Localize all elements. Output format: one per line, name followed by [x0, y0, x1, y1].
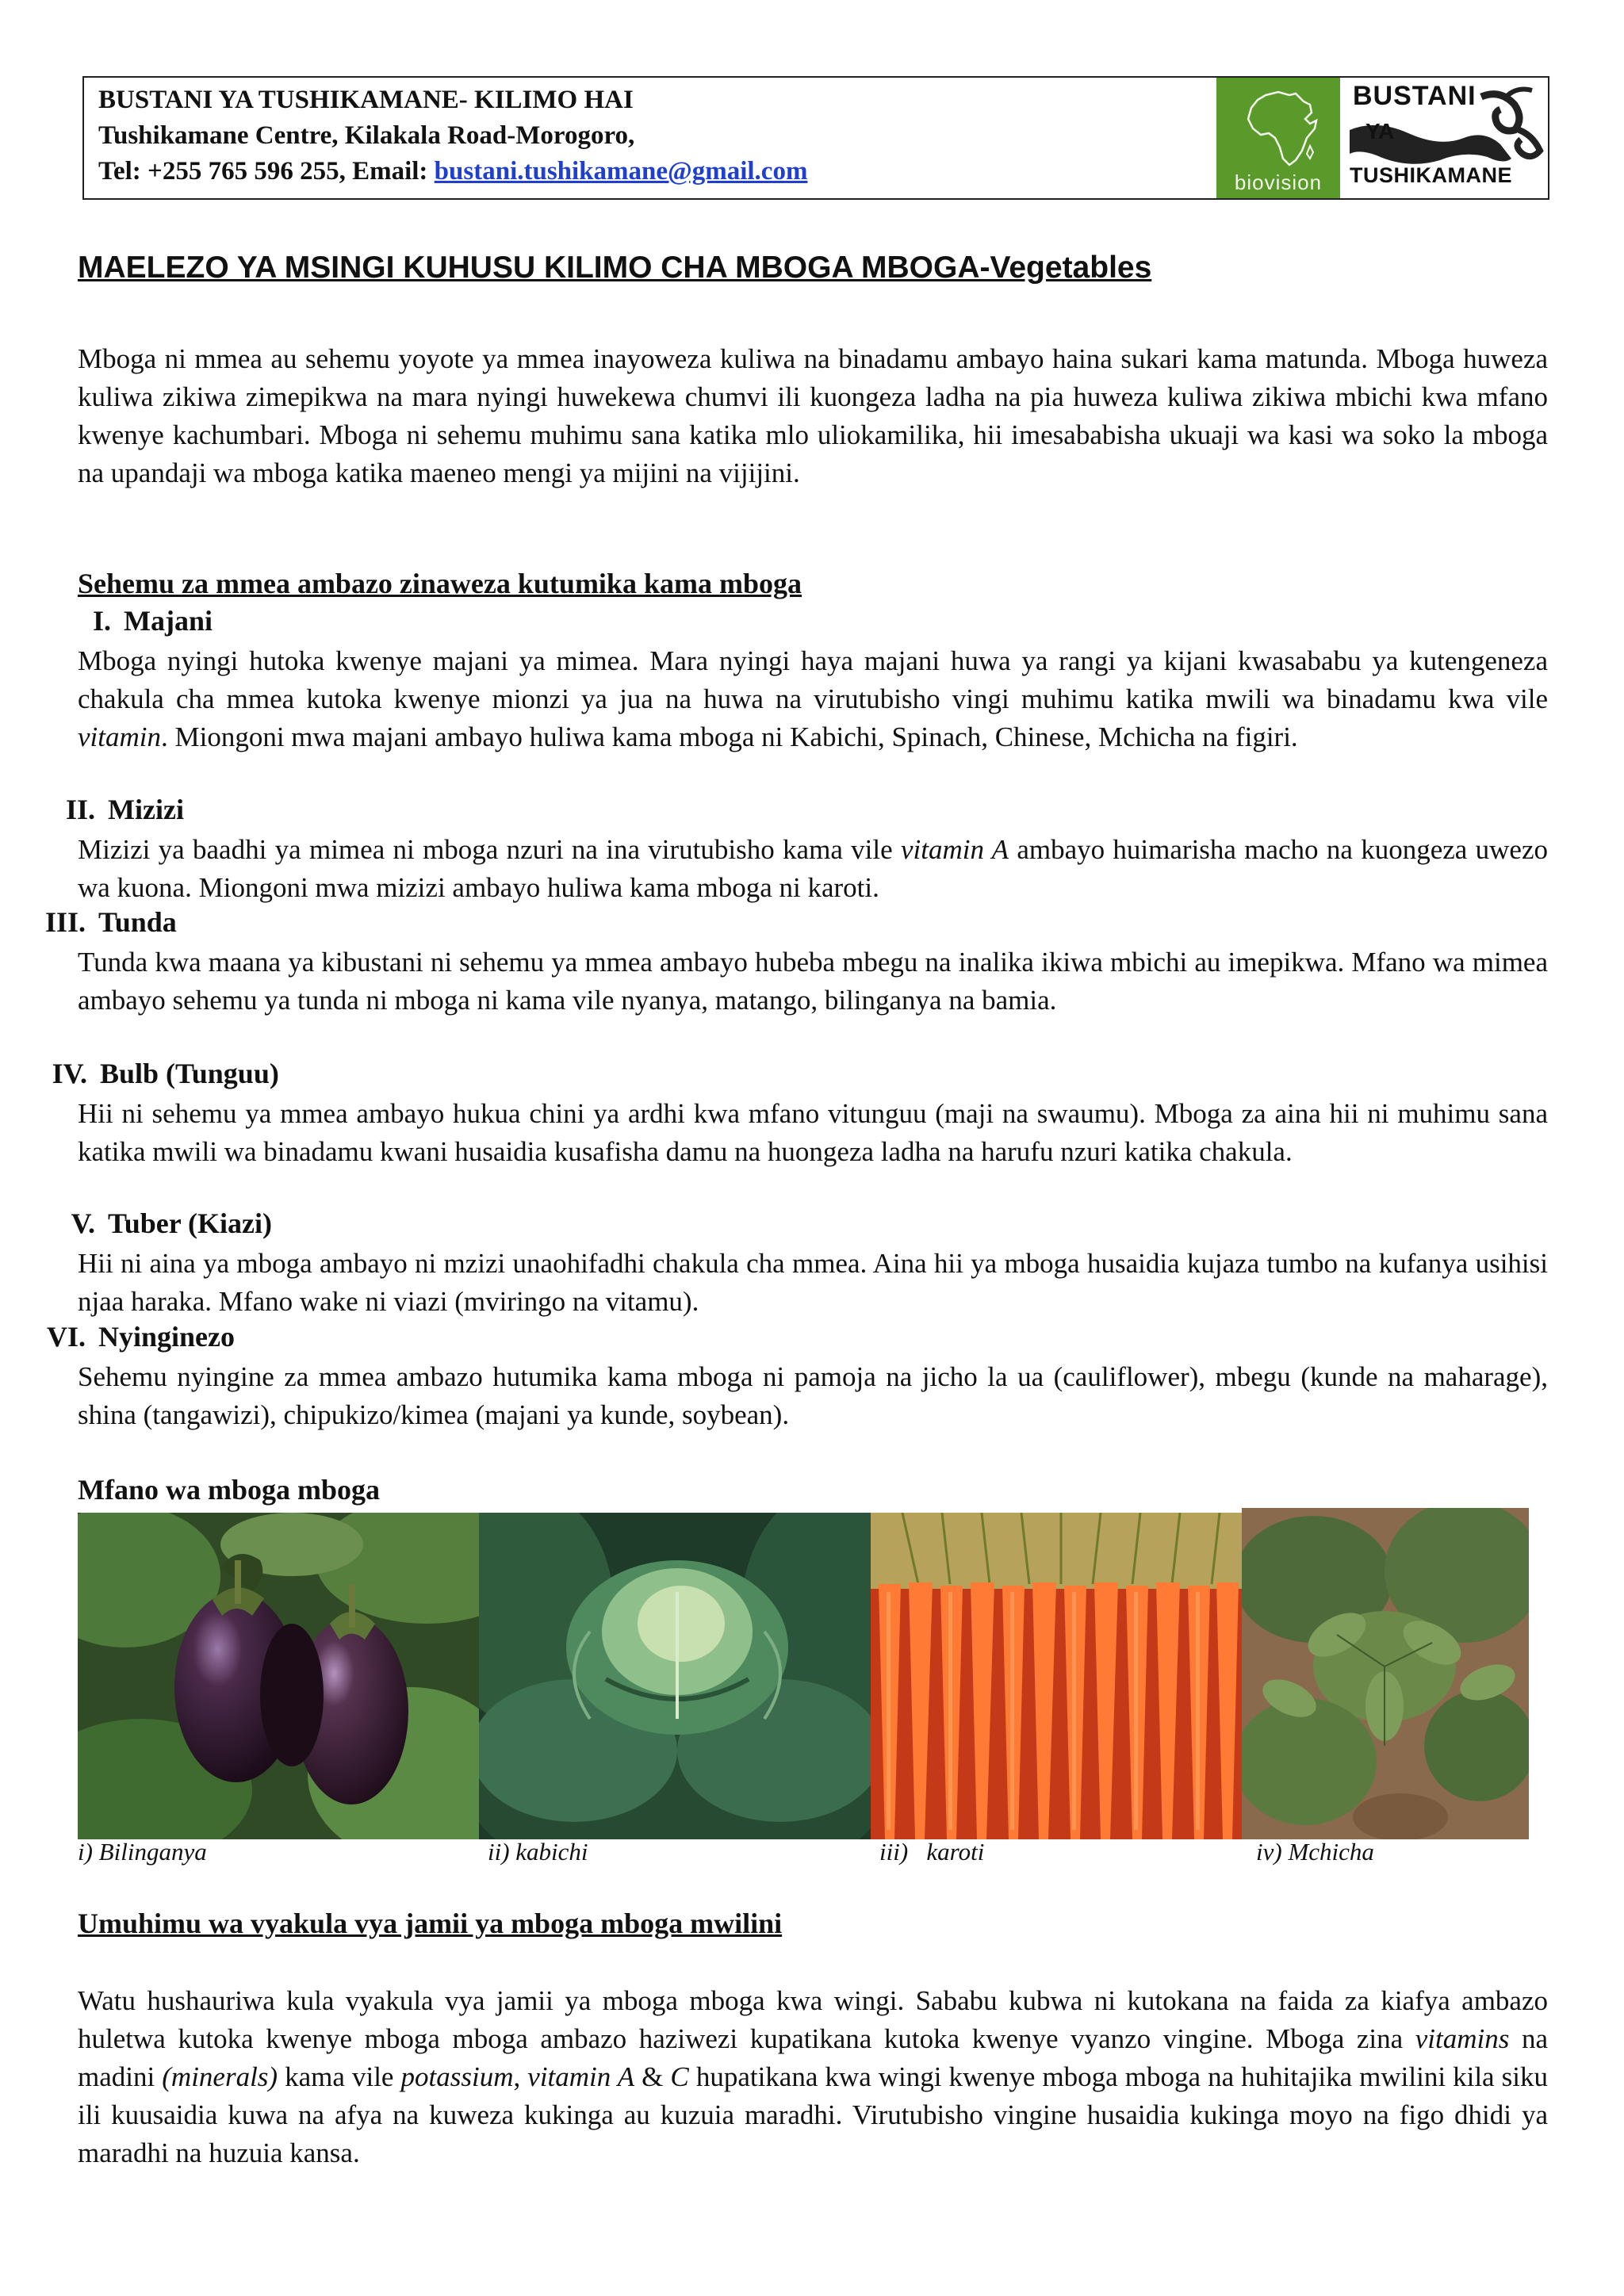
carrot-photo: [871, 1513, 1242, 1839]
benefits-paragraph: Watu hushauriwa kula vyakula vya jamii ya mboga mboga kwa wingi. Sababu kubwa ni kutokana na faida za kiafya ambazo huletwa kutoka kwenye mboga mboga ambazo haziwezi kupatikana kutoka kwenye vyanzo vingine. Mboga zina vitamins na madini (minerals) kama vile potassium, vitamin A & C hupatikana kwa wingi kwenye mboga mboga na huhitajika mwilini kila siku ili kuusaidia kuwa na afya na kuweza kukinga au kuzuia maradhi. Virutubisho vingine husaidia kukinga moyo na figo dhidi ya maradhi na huzuia kansa.: [78, 1985, 1548, 2168]
part-heading-tuber: V. Tuber (Kiazi): [71, 1207, 273, 1239]
parts-heading: Sehemu za mmea ambazo zinaweza kutumika kama mboga: [78, 568, 802, 599]
benefits-heading: Umuhimu wa vyakula vya jamii ya mboga mboga mwilini: [78, 1908, 783, 1939]
email-link[interactable]: bustani.tushikamane@gmail.com: [434, 157, 808, 186]
document-title: MAELEZO YA MSINGI KUHUSU KILIMO CHA MBOGA MBOGA-Vegetables: [78, 251, 1152, 285]
carrot-image: [871, 1513, 1242, 1839]
intro-paragraph: Mboga ni mmea au sehemu yoyote ya mmea inayoweza kuliwa na binadamu ambayo haina sukari kama matunda. Mboga huweza kuliwa zikiwa zimepikwa na mara nyingi huwekewa chumvi ili kuongeza ladha na pia huweza kuliwa zikiwa mbichi kwa mfano kwenye kachumbari. Mboga ni sehemu muhimu sana katika mlo uliokamilika, hii imesababisha ukuaji wa kasi wa soko la mboga na upandaji wa mboga katika maeneo mengi ya mijini na vijijini.: [78, 343, 1548, 488]
biovision-wordmark: biovision: [1234, 170, 1323, 194]
amaranth-photo: [1242, 1508, 1529, 1839]
cabbage-photo: [479, 1513, 871, 1839]
part-heading-bulb: IV. Bulb (Tunguu): [52, 1058, 279, 1089]
part-heading-nyinginezo: VI. Nyinginezo: [46, 1321, 236, 1353]
letterhead: [82, 76, 1549, 200]
part-text-bulb: Hii ni sehemu ya mmea ambayo hukua chini ya ardhi kwa mfano vitunguu (maji na swaumu). Mboga za aina hii ni muhimu sana katika mwili wa binadamu kwani husaidia kusafisha damu na huongeza ladha na harufu nzuri katika chakula.: [78, 1098, 1548, 1167]
org-contact: [98, 154, 807, 189]
part-heading-mizizi: II. Mizizi: [65, 794, 184, 825]
part-text-majani: Mboga nyingi hutoka kwenye majani ya mimea. Mara nyingi haya majani huwa ya rangi ya kijani kwasababu ya kutengeneza chakula cha mmea kutoka kwenye mionzi ya jua na huwa na virutubisho vingi muhimu katika mwili wa binadamu kwa vile vitamin. Miongoni mwa majani ambayo huliwa kama mboga ni Kabichi, Spinach, Chinese, Mchicha na figiri.: [78, 645, 1548, 752]
part-text-tuber: Hii ni aina ya mboga ambayo ni mzizi unaohifadhi chakula cha mmea. Aina hii ya mboga husaidia kujaza tumbo na kufanya usihisi njaa haraka. Mfano wake ni viazi (mviringo na vitamu).: [78, 1248, 1548, 1317]
org-name: BUSTANI YA TUSHIKAMANE- KILIMO HAI: [98, 86, 634, 114]
org-address: Tushikamane Centre, Kilakala Road-Morogoro,: [98, 121, 635, 150]
letterhead-text: [98, 82, 807, 189]
part-heading-tunda: III. Tunda: [44, 906, 177, 938]
eggplant-image: [78, 1513, 479, 1839]
caption-mchicha: iv) Mchicha: [1256, 1838, 1374, 1866]
tushikamane-word: TUSHIKAMANE: [1350, 163, 1512, 187]
caption-karoti: iii) karoti: [879, 1838, 985, 1866]
part-heading-majani: I. Majani: [92, 605, 213, 637]
amaranth-image: [1242, 1508, 1529, 1839]
caption-kabichi: ii) kabichi: [488, 1838, 588, 1866]
ya-word: YA: [1365, 119, 1395, 144]
bustani-word: BUSTANI: [1353, 81, 1477, 111]
part-text-tunda: Tunda kwa maana ya kibustani ni sehemu ya mmea ambayo hubeba mbegu na inalika ikiwa mbichi au imepikwa. Mfano wa mimea ambayo sehemu ya tunda ni mboga ni kama vile nyanya, matango, bilinganya na bamia.: [78, 947, 1548, 1016]
part-text-mizizi: Mizizi ya baadhi ya mimea ni mboga nzuri na ina virutubisho kama vile vitamin A ambayo huimarisha macho na kuongeza uwezo wa kuona. Miongoni mwa mizizi ambayo huliwa kama mboga ni karoti.: [78, 834, 1548, 903]
caption-bilinganya: i) Bilinganya: [78, 1838, 207, 1866]
cabbage-image: [479, 1513, 871, 1839]
bustani-logo: [1345, 78, 1548, 198]
tel-label: Tel: +255 765 596 255, Email:: [98, 157, 435, 186]
examples-heading: Mfano wa mboga mboga: [78, 1474, 381, 1506]
eggplant-photo: [78, 1513, 479, 1839]
biovision-logo: [1216, 78, 1340, 198]
part-text-nyinginezo: Sehemu nyingine za mmea ambazo hutumika kama mboga ni pamoja na jicho la ua (cauliflower), mbegu (kunde na maharage), shina (tangawizi), chipukizo/kimea (majani ya kunde, soybean).: [78, 1361, 1548, 1430]
